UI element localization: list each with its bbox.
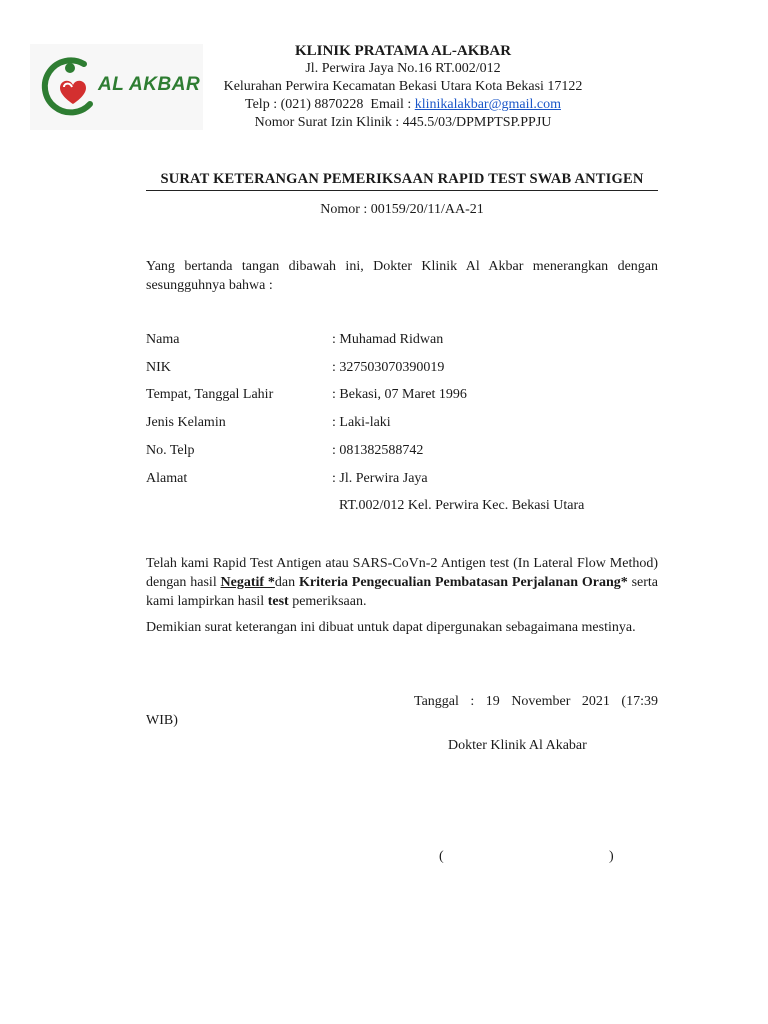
date-line-1: Tanggal : 19 November 2021 (17:39 <box>414 694 658 709</box>
result-criteria: Kriteria Pengecualian Pembatasan Perjalanan Orang* <box>298 575 628 590</box>
document-number: Nomor : 00159/20/11/AA-21 <box>320 202 484 217</box>
clinic-name: KLINIK PRATAMA AL-AKBAR <box>294 43 512 59</box>
intro-paragraph: Yang bertanda tangan dibawah ini, Dokter Klinik Al Akbar menerangkan dengan sesungguhnya bahwa : <box>146 259 658 293</box>
closing-paragraph: Demikian surat keterangan ini dibuat untuk dapat dipergunakan sebagaimana mestinya. <box>146 620 636 635</box>
field-row-birth <box>146 387 658 407</box>
email-link[interactable]: klinikalakbar@gmail.com <box>414 97 561 112</box>
logo-mark-icon <box>40 54 100 120</box>
permit-number: Nomor Surat Izin Klinik : 445.5/03/DPMPTSP.PPJU <box>254 115 552 130</box>
field-value: : Laki-laki <box>332 415 391 430</box>
address-line-1: Jl. Perwira Jaya No.16 RT.002/012 <box>305 61 501 76</box>
signature-close-paren: ) <box>609 849 614 864</box>
result-text-3: serta kami lampirkan hasil <box>146 575 658 609</box>
field-value: : 081382588742 <box>332 443 424 458</box>
address-line-2: Kelurahan Perwira Kecamatan Bekasi Utara Kota Bekasi 17122 <box>223 79 583 94</box>
result-text-4: pemeriksaan. <box>288 594 367 609</box>
field-label: NIK <box>146 360 171 375</box>
field-row-nik <box>146 360 658 380</box>
letterhead <box>200 42 606 132</box>
document-title: SURAT KETERANGAN PEMERIKSAAN RAPID TEST SWAB ANTIGEN <box>146 171 658 191</box>
result-paragraph <box>146 554 658 611</box>
phone-text: Telp : (021) 8870228 Email : <box>245 97 415 112</box>
field-value: : Muhamad Ridwan <box>332 332 444 347</box>
logo-text: AL AKBAR <box>98 74 201 95</box>
field-label: Alamat <box>146 471 188 486</box>
field-row-address <box>146 471 658 491</box>
field-label: Nama <box>146 332 180 347</box>
contact-line <box>200 96 606 114</box>
field-label: Jenis Kelamin <box>146 415 226 430</box>
date-block <box>146 692 658 730</box>
field-label: No. Telp <box>146 443 195 458</box>
signature-open-paren: ( <box>439 849 444 864</box>
field-row-gender <box>146 415 658 435</box>
address-continuation: RT.002/012 Kel. Perwira Kec. Bekasi Utara <box>339 498 585 513</box>
result-negative: Negatif * <box>220 575 275 590</box>
field-value: : Bekasi, 07 Maret 1996 <box>332 387 467 402</box>
result-text-1: Telah kami Rapid Test Antigen atau SARS-CoVn-2 Antigen test (In Lateral Flow Method) dengan hasil <box>146 556 658 590</box>
clinic-logo <box>30 44 203 130</box>
date-line-2: WIB) <box>146 713 178 728</box>
field-label: Tempat, Tanggal Lahir <box>146 387 274 402</box>
signer-title: Dokter Klinik Al Akabar <box>448 738 587 753</box>
result-test-word: test <box>267 594 289 609</box>
result-text-2: dan <box>274 575 299 590</box>
field-row-phone <box>146 443 658 463</box>
field-value: : Jl. Perwira Jaya <box>332 471 428 486</box>
field-value: : 327503070390019 <box>332 360 445 375</box>
field-row-name <box>146 332 658 352</box>
